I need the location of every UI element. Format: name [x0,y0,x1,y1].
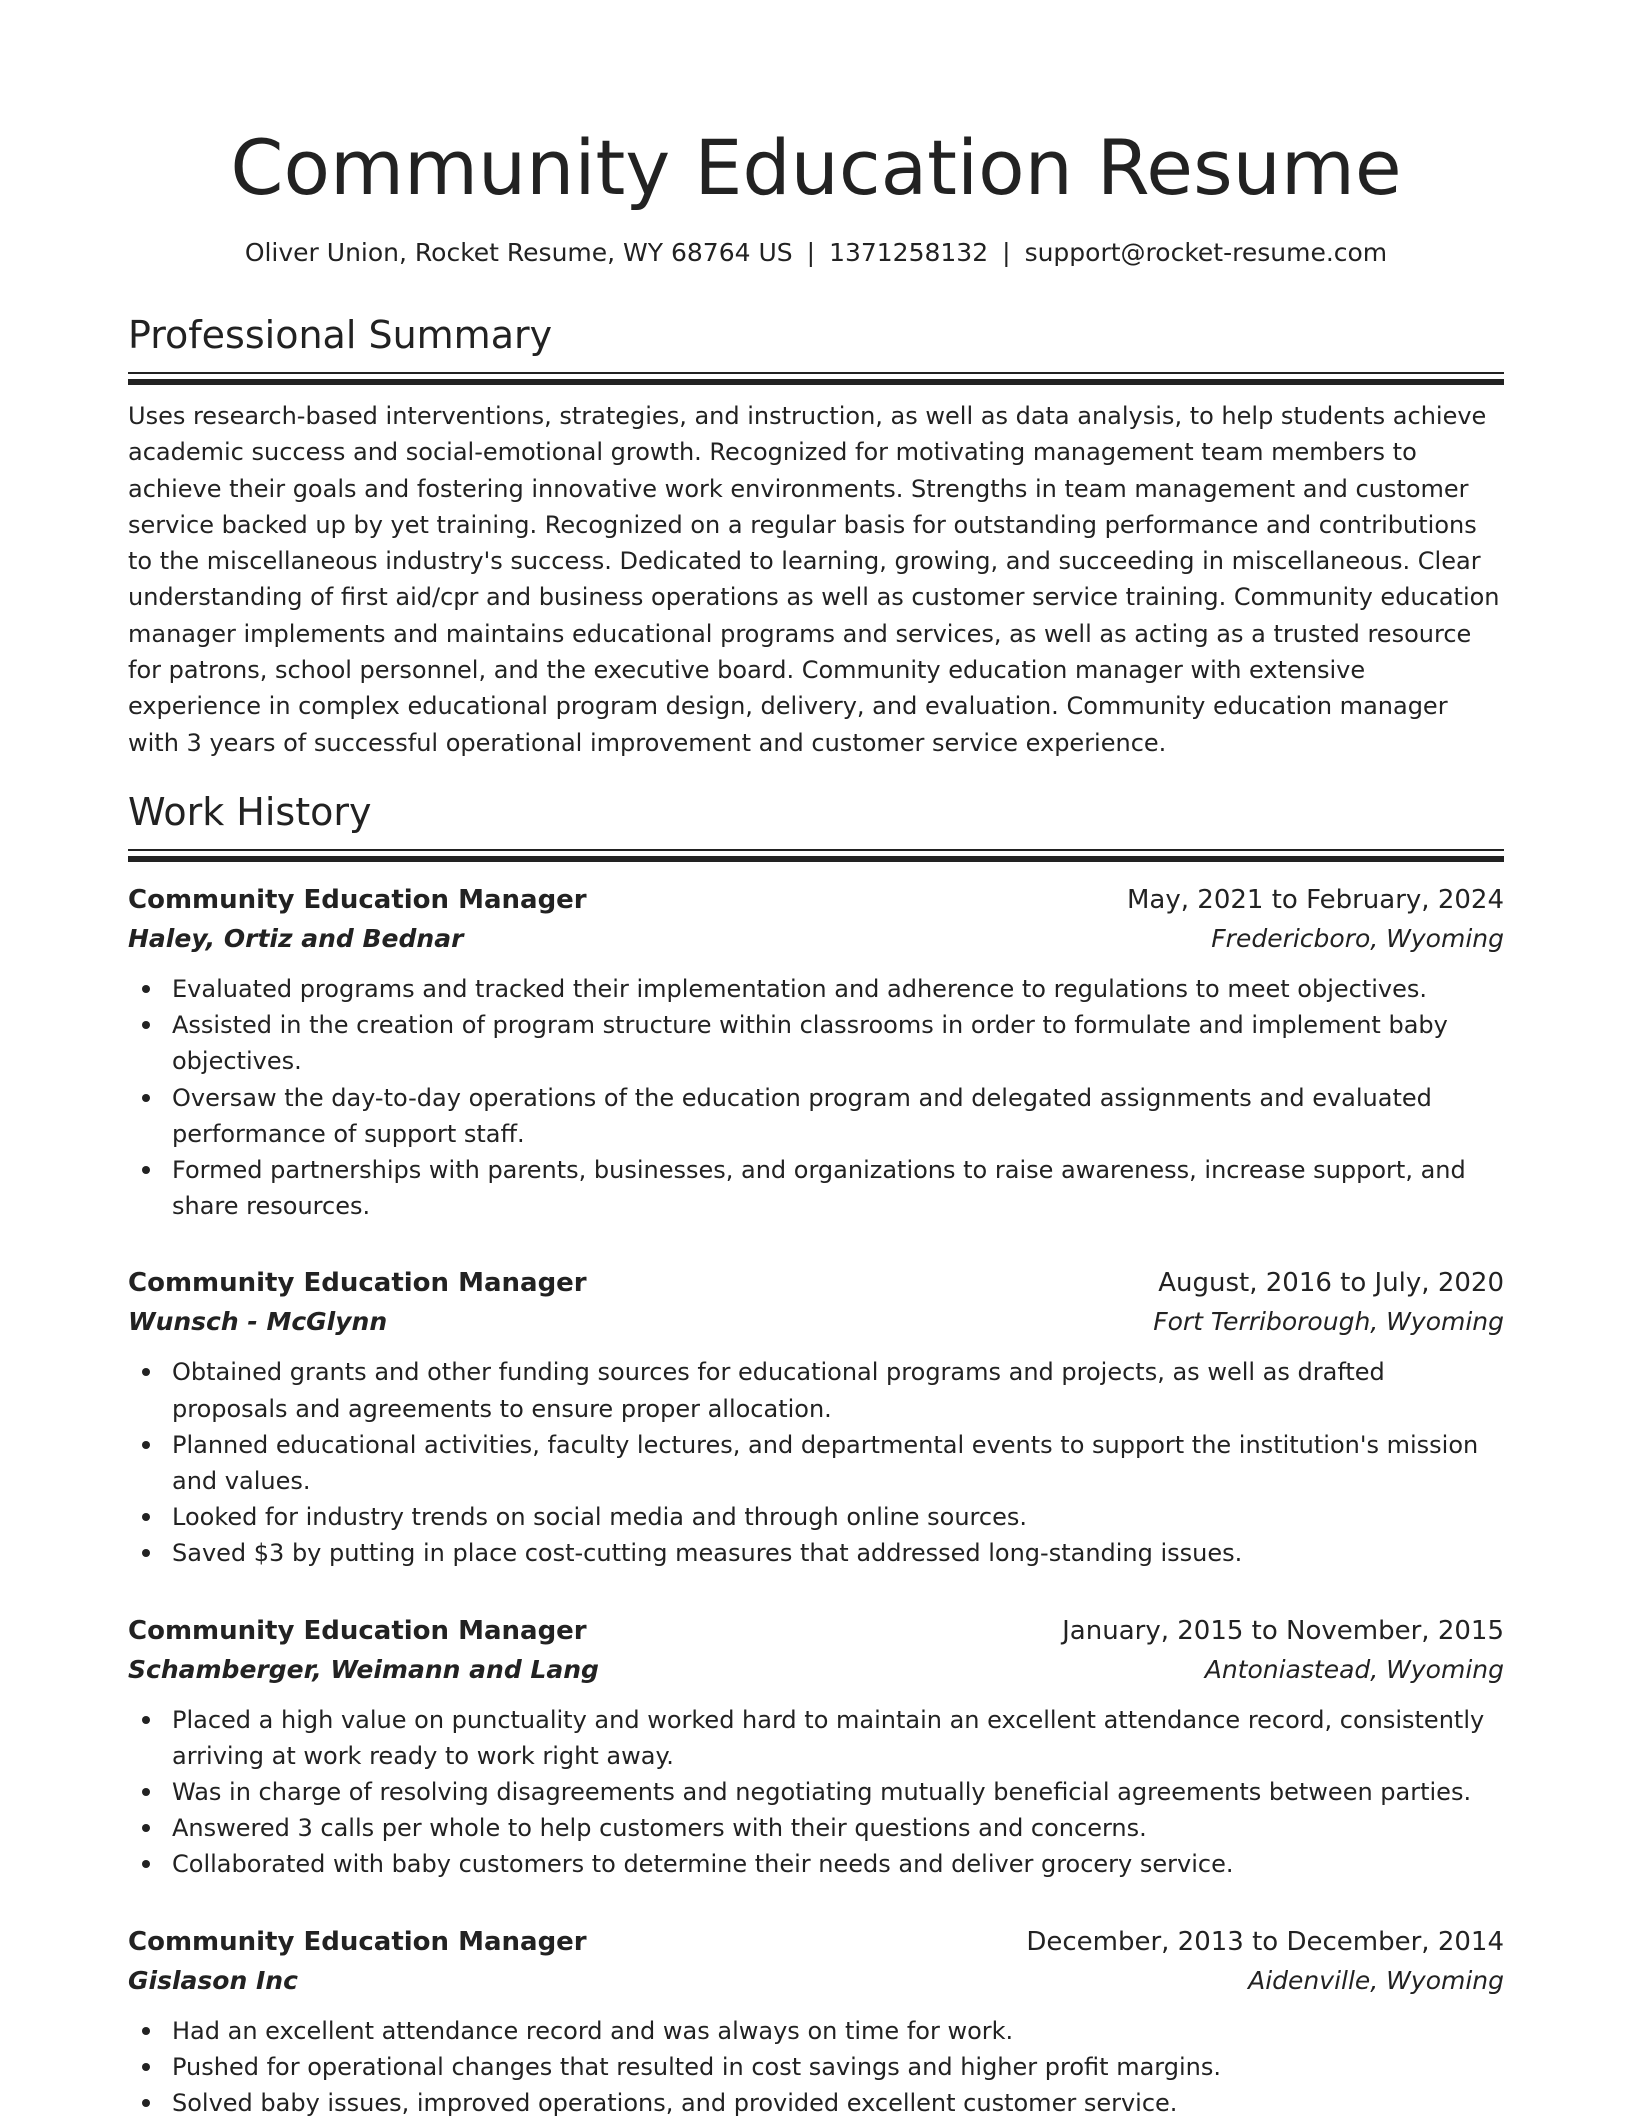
job-company-row [128,1650,1504,1690]
contact-email: support@rocket-resume.com [1024,238,1388,267]
job-header-row [128,1923,1504,1961]
summary-text: Uses research-based interventions, strategies, and instruction, as well as data analysis, to help students achieve academic success and social-emotional growth. Recognized for motivating management team members to achieve their goals and fostering innovative work environments. Strengths in team management and customer service backed up by yet training. Recognized on a regular basis for outstanding performance and contributions to the miscellaneous industry's success. Dedicated to learning, growing, and succeeding in miscellaneous. Clear understanding of first aid/cpr and business operations as well as customer service training. Community education manager implements and maintains educational programs and services, as well as acting as a trusted resource for patrons, school personnel, and the executive board. Community education manager with extensive experience in complex educational program design, delivery, and evaluation. Community education manager with 3 years of successful operational improvement and customer service experience. [128,402,1500,757]
job-dates: May, 2021 to February, 2024 [1127,884,1504,915]
resume-title: Community Education Resume [230,123,1402,212]
job-dates: December, 2013 to December, 2014 [1026,1926,1504,1957]
job-location: Fredericboro, Wyoming [1211,923,1504,953]
job-bullet: Collaborated with baby customers to determine their needs and deliver grocery service. [172,1846,1504,1882]
contact-line [128,236,1504,270]
job-bullets [128,971,1504,1224]
section-divider [128,849,1504,861]
job-bullets [128,1702,1504,1883]
job-bullets [128,2013,1504,2121]
job-entry [128,881,1504,1224]
job-bullet: Looked for industry trends on social media and through online sources. [172,1499,1504,1535]
job-header-row [128,1264,1504,1302]
job-company: Schamberger, Weimann and Lang [128,1654,599,1684]
job-title: Community Education Manager [128,884,587,915]
job-location: Fort Terriborough, Wyoming [1153,1307,1504,1337]
job-bullet: Assisted in the creation of program structure within classrooms in order to formulate and implement baby objectives. [172,1007,1504,1079]
job-bullet: Obtained grants and other funding sources for educational programs and projects, as well as drafted proposals and agreements to ensure proper allocation. [172,1354,1504,1426]
job-bullet: Pushed for operational changes that resulted in cost savings and higher profit margins. [172,2049,1504,2085]
resume-page [128,0,1504,2121]
job-bullet: Planned educational activities, faculty lectures, and departmental events to support the institution's mission and values. [172,1427,1504,1499]
job-title: Community Education Manager [128,1615,587,1646]
contact-phone: 1371258132 [829,238,989,267]
contact-address: Oliver Union, Rocket Resume, WY 68764 US [244,238,793,267]
job-bullet: Saved $3 by putting in place cost-cutting measures that addressed long-standing issues. [172,1535,1504,1571]
job-dates: August, 2016 to July, 2020 [1158,1268,1504,1299]
job-location: Antoniastead, Wyoming [1204,1654,1504,1684]
job-company: Haley, Ortiz and Bednar [128,923,464,953]
job-entry [128,1923,1504,2121]
job-bullet: Answered 3 calls per whole to help customers with their questions and concerns. [172,1810,1504,1846]
job-location: Aidenville, Wyoming [1248,1965,1504,1995]
section-heading-work: Work History [128,789,372,834]
job-bullet: Had an excellent attendance record and was always on time for work. [172,2013,1504,2049]
job-bullet: Evaluated programs and tracked their implementation and adherence to regulations to meet objectives. [172,971,1504,1007]
job-company-row [128,1961,1504,2001]
job-bullet: Was in charge of resolving disagreements and negotiating mutually beneficial agreements between parties. [172,1774,1504,1810]
contact-separator: | [1002,238,1011,267]
job-company-row [128,1302,1504,1342]
job-header-row [128,881,1504,919]
work-history-section [128,787,1504,2121]
job-company-row [128,919,1504,959]
contact-separator: | [806,238,816,267]
job-bullet: Placed a high value on punctuality and worked hard to maintain an excellent attendance record, consistently arriving at work ready to work right away. [172,1702,1504,1774]
job-entry [128,1264,1504,1571]
job-bullet: Formed partnerships with parents, businesses, and organizations to raise awareness, increase support, and share resources. [172,1152,1504,1224]
job-title: Community Education Manager [128,1268,587,1299]
job-bullet: Solved baby issues, improved operations, and provided excellent customer service. [172,2085,1504,2121]
job-header-row [128,1612,1504,1650]
job-dates: January, 2015 to November, 2015 [1062,1615,1504,1646]
job-bullet: Oversaw the day-to-day operations of the education program and delegated assignments and evaluated performance of support staff. [172,1080,1504,1152]
job-company: Gislason Inc [128,1965,298,1995]
professional-summary-section [128,310,1504,761]
section-heading-summary: Professional Summary [128,313,553,357]
job-title: Community Education Manager [128,1926,587,1957]
job-entry [128,1612,1504,1883]
section-divider [128,372,1504,384]
job-company: Wunsch - McGlynn [128,1307,388,1337]
job-bullets [128,1354,1504,1571]
